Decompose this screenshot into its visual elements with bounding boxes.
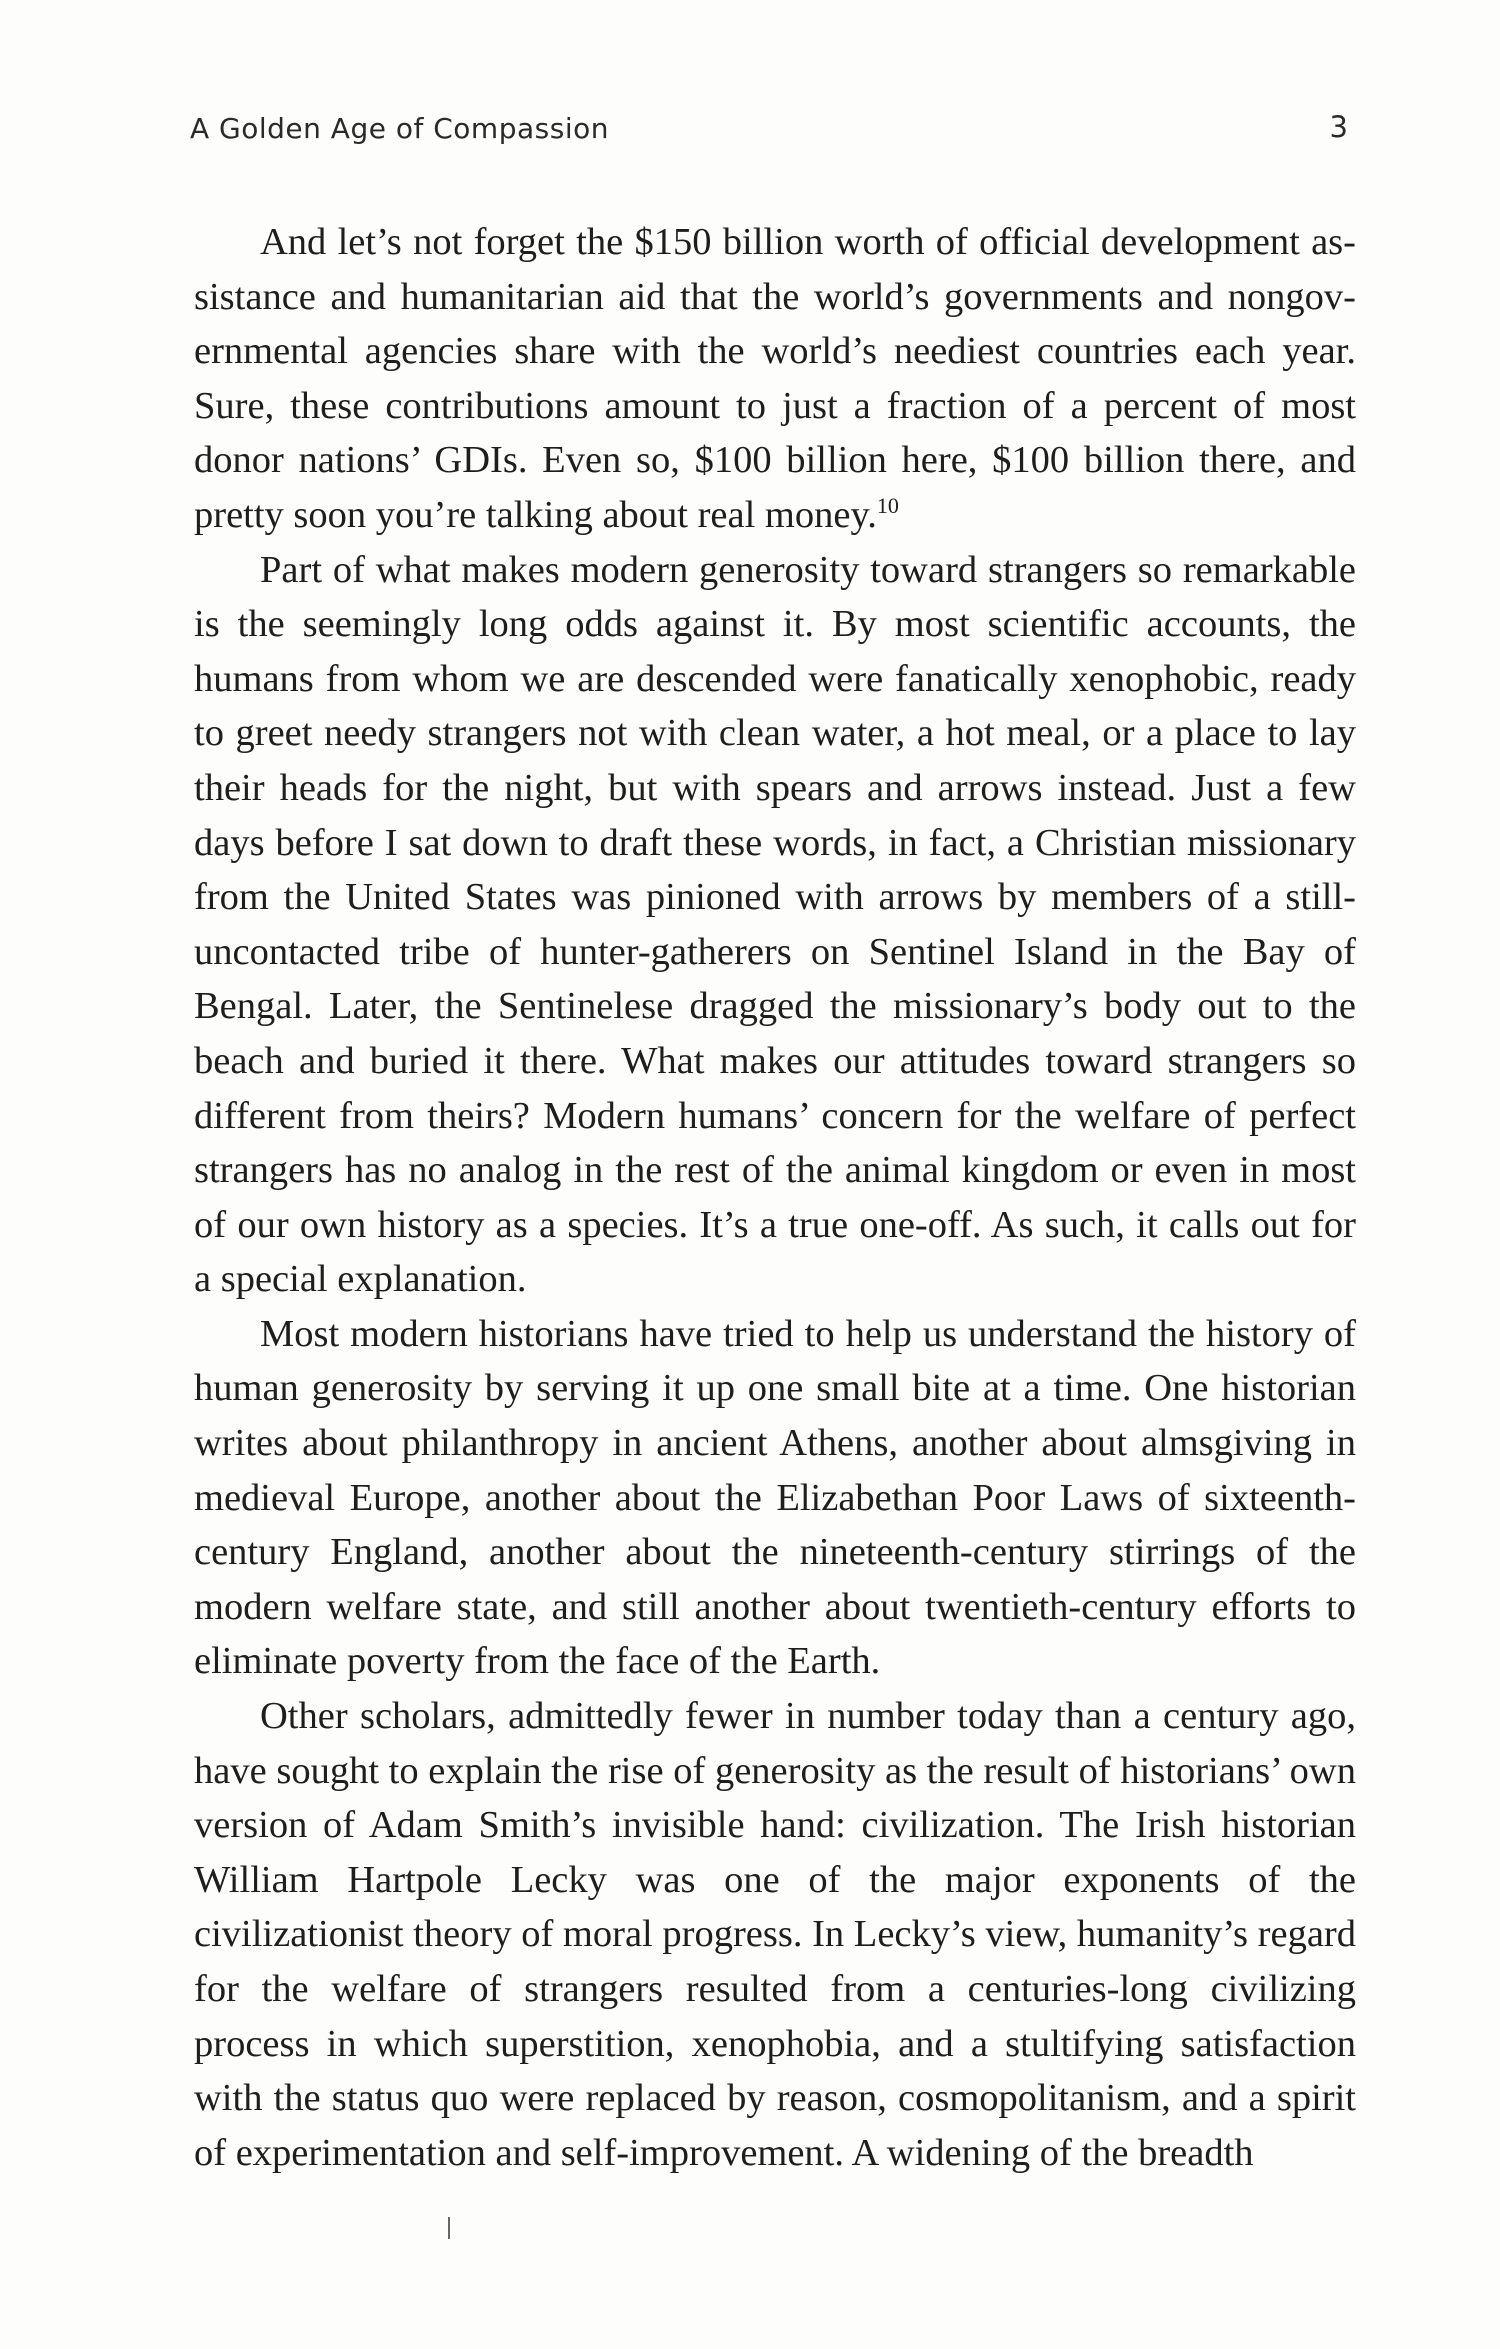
running-title: A Golden Age of Compassion [190,112,609,145]
paragraph [194,215,1356,543]
paragraph-text: And let’s not forget the $150 billion worth of official development assistance and humanitarian aid that the world’s governments and nongovernmental agencies share with the world’s neediest countries each year. Sure, these contributions amount to just a fraction of a percent of most donor nations’ GDIs. Even so, $100 billion here, $100 billion there, and pretty soon you’re talking about real money. [194,221,1356,536]
paragraph: Most modern historians have tried to help us understand the history of human generosity by serving it up one small bite at a time. One historian writes about philanthropy in ancient Athens, another about almsgiving in medieval Europe, another about the Elizabethan Poor Laws of sixteenth-century England, another about the nineteenth-century stirrings of the modern welfare state, and still another about twentieth-century efforts to eliminate poverty from the face of the Earth. [194,1312,1356,1683]
scan-mark [448,2217,450,2239]
paragraph: Part of what makes modern generosity toward strangers so remarkable is the seemingly long odds against it. By most scientific accounts, the humans from whom we are descended were fanatically xenophobic, ready to greet needy strangers not with clean water, a hot meal, or a place to lay their heads for the night, but with spears and arrows instead. Just a few days before I sat down to draft these words, in fact, a Christian missionary from the United States was pinioned with arrows by members of a still-uncontacted tribe of hunter-gatherers on Sentinel Island in the Bay of Bengal. Later, the Sentinelese dragged the missionary’s body out to the beach and buried it there. What makes our attitudes toward strangers so different from theirs? Modern humans’ concern for the welfare of perfect strangers has no analog in the rest of the animal kingdom or even in most of our own history as a species. It’s a true one-off. As such, it calls out for a special explanation. [194,548,1356,1301]
body-text [194,215,1356,2180]
page-number: 3 [1329,110,1348,144]
paragraph: Other scholars, admittedly fewer in number today than a century ago, have sought to explain the rise of generosity as the result of historians’ own version of Adam Smith’s invisible hand: civilization. The Irish historian William Hartpole Lecky was one of the major exponents of the civilizationist theory of moral progress. In Lecky’s view, humanity’s regard for the welfare of strangers resulted from a centuries-long civilizing process in which superstition, xenophobia, and a stultifying satisfaction with the status quo were replaced by reason, cosmopolitanism, and a spirit of experimentation and self-improvement. A widening of the breadth [194,1695,1356,2174]
footnote-reference: 10 [876,493,899,519]
